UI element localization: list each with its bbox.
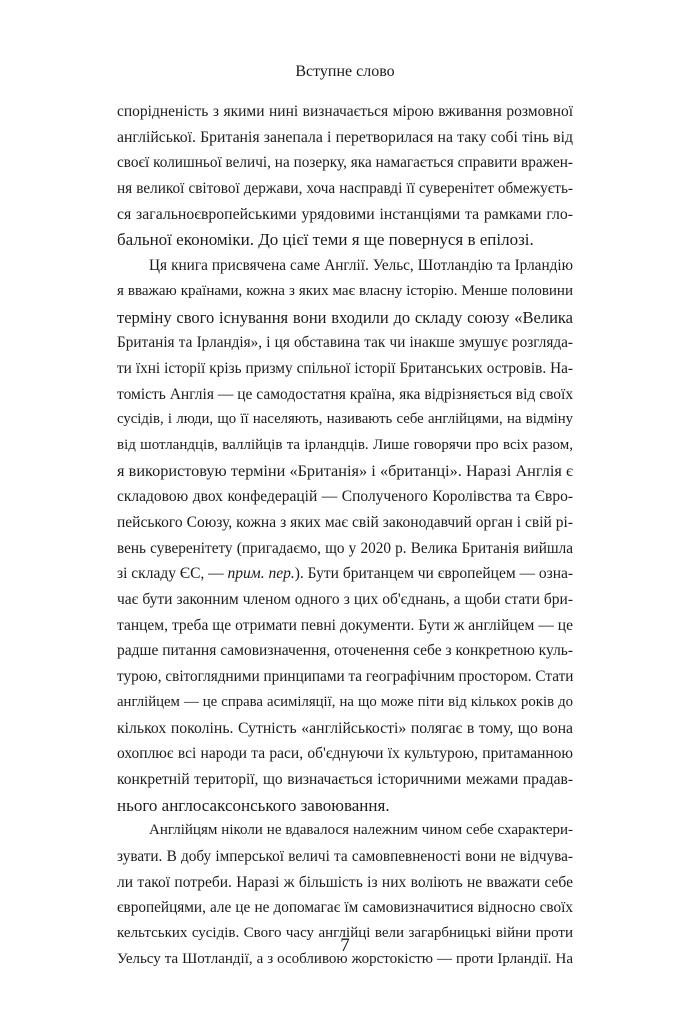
text-line: складовою двох конфедерацій — Сполученого Королівства та Євро- <box>117 488 573 506</box>
text-line: своєї колишньої величі, на позерку, яка намагається справити вражен- <box>117 154 573 172</box>
text-line: кельтських сусідів. Свого часу англійці вели загарбницькі війни проти <box>117 925 573 941</box>
text-line: від шотландців, валлійців та ірландців. Лише говорячи про всіх разом, <box>117 436 573 453</box>
text-line: кількох поколінь. Сутність «англійськості» полягає в тому, що вона <box>117 719 573 737</box>
text-line: сусідів, і люди, що її населяють, називають себе англійцями, на відміну <box>117 411 573 428</box>
paragraph <box>117 253 573 818</box>
text-line: турою, світоглядними принципами та географічним простором. Стати <box>117 668 574 686</box>
text-line: спорідненість з якими нині визначається мірою вживання розмовної <box>117 103 573 120</box>
text-line: вень суверенітету (пригадаємо, що у 2020 р. Велика Британія вийшла <box>117 539 573 557</box>
text-line: Англійцям ніколи не вдавалося належним чином себе схарактери- <box>149 822 573 839</box>
text-line: ся загальноєвропейськими урядовими інстанціями та рамками гло- <box>117 205 573 223</box>
book-page <box>117 0 573 1024</box>
text-line: європейцями, але це не допомагає їм самовизначитися відносно своїх <box>117 899 573 917</box>
text-line: ня великої світової держави, хоча насправді її суверенітет обмежуєть- <box>117 180 573 198</box>
text-line: англійської. Британія занепала і перетворилася на таку собі тінь від <box>117 128 573 146</box>
text-line: зі складу ЄС, — прим. пер.). Бути британцем чи європейцем — озна- <box>117 565 574 583</box>
text-line: томість Англія — це самодостатня країна, яка відрізняється від своїх <box>117 385 574 403</box>
running-head: Вступне слово <box>295 63 395 80</box>
text-line: терміну свого існування вони входили до складу союзу «Велика <box>117 307 573 327</box>
body-text <box>117 99 573 972</box>
text-line: охоплює всі народи та раси, об'єднуючи їх культурою, притаманною <box>117 745 573 763</box>
text-line: конкретній території, що визначається історичними межами прадав- <box>117 770 573 788</box>
text-line: радше питання самовизначення, оточенення себе з конкретною куль- <box>117 642 574 660</box>
text-line: я використовую терміни «Британія» і «британці». Наразі Англія є <box>117 461 573 480</box>
translator-note: прим. пер. <box>227 565 295 583</box>
text-line: нього англосаксонського завоювання. <box>117 795 390 815</box>
text-line: танцем, треба ще отримати певні документи. Бути ж англійцем — це <box>117 616 573 634</box>
paragraph <box>117 99 573 253</box>
text-line: англійцем — це справа асиміляції, на що може піти від кількох років до <box>117 693 573 710</box>
text-line: Уельсу та Шотландії, а з особливою жорстокістю — проти Ірландії. На <box>117 950 573 967</box>
text-line: ти їхні історії крізь призму спільної історії Британських островів. На- <box>117 359 573 377</box>
page-number: 7 <box>340 935 350 956</box>
text-line: пейського Союзу, кожна з яких має свій законодавчий орган і свій рі- <box>117 514 573 531</box>
text-line: я вважаю країнами, кожна з яких має власну історію. Менше половини <box>117 282 573 299</box>
text-line: чає бути законним членом одного з цих об'єднань, а щоби стати бри- <box>117 591 573 609</box>
text-line: Ця книга присвячена саме Англії. Уельс, Шотландію та Ірландію <box>149 257 573 275</box>
text-line: зувати. В добу імперської величі та самовпевненості вони не відчува- <box>117 847 573 865</box>
text-line: Британія та Ірландія», і ця обставина так чи інакше змушує розгляда- <box>117 334 573 352</box>
text-line: ли такої потреби. Наразі ж більшість із них воліють не вважати себе <box>117 873 573 891</box>
text-line: бальної економіки. До цієї теми я ще повернуся в епілозі. <box>117 230 534 250</box>
